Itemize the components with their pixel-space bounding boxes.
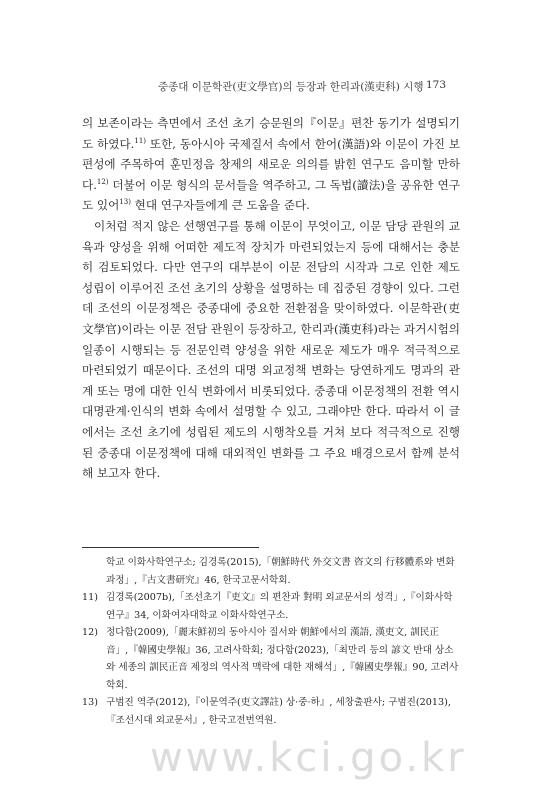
running-header xyxy=(158,79,458,94)
footnote-ref-13: 13) xyxy=(119,198,131,207)
footnote-text: 구범진 역주(2012),『이문역주(吏文譯註) 상·중·하』, 세창출판사; 구범진(2013),『조선시대 외교문서』, 한국고전번역원. xyxy=(106,697,451,726)
paragraph-1-text-3: 더불어 이문 형식의 문서들을 역주하고, 그 독법(讀法)을 공유한 연구도 있어 xyxy=(82,177,460,213)
footnote-13 xyxy=(82,694,460,729)
footnote-12 xyxy=(82,624,460,694)
paragraph-1-text-1: 의 보존이라는 측면에서 조선 초기 승문원의『이문』편찬 동기가 설명되기도 하였다. xyxy=(82,116,460,151)
running-title: 중종대 이문학관(吏文學官)의 등장과 한리과(漢吏科) 시행 xyxy=(158,81,424,93)
paragraph-1-text-4: 현대 연구자들에게 큰 도움을 준다. xyxy=(130,198,310,213)
footnote-number: 13) xyxy=(82,697,98,708)
footnote-ref-11: 11) xyxy=(134,136,147,145)
footnote-text: 정다함(2009),「麗末鮮初의 동아시아 질서와 朝鮮에서의 漢語, 漢吏文, 訓民正音」,『韓國史學報』36, 고려사학회; 정다함(2023),「최만리 등의 諺文 반대 상소와 세종의 訓民正音 제정의 역사적 맥락에 대한 재해석」,『韓國史學報』90, 고려사학회. xyxy=(106,627,459,691)
footnote-divider xyxy=(82,547,259,548)
footnote-number: 11) xyxy=(82,592,98,603)
footnote-continued xyxy=(82,554,460,589)
watermark: www.kci.go.kr xyxy=(150,735,467,781)
footnote-ref-12: 12) xyxy=(96,177,109,186)
paragraph-2: 이처럼 적지 않은 선행연구를 통해 이문이 무엇이고, 이문 담당 관원의 교육과 양성을 위해 어떠한 제도적 장치가 마련되었는지 등에 대해서는 충분히 검토되었다. 다만 연구의 대부분이 이문 전담의 시작과 그로 인한 제도 성립이 이루어진 조선 초기의 상황을 설명하는 데 집중된 경향이 있다. 그런데 조선의 이문정책은 중종대에 중요한 전환점을 맞이하였다. 이문학관(吏文學官)이라는 이문 전담 관원이 등장하고, 한리과(漢吏科)라는 과거시험의 일종이 시행되는 등 전문인력 양성을 위한 새로운 제도가 매우 적극적으로 마련되었기 때문이다. 조선의 대명 외교정책 변화는 당연하게도 명과의 관계 또는 명에 대한 인식 변화에서 비롯되었다. 중종대 이문정책의 전환 역시 대명관계·인식의 변화 속에서 설명할 수 있고, 그래야만 한다. 따라서 이 글에서는 조선 초기에 성립된 제도의 시행착오를 거쳐 보다 적극적으로 진행된 중종대 이문정책에 대해 대외적인 변화를 그 주요 배경으로서 함께 분석해 보고자 한다. xyxy=(82,218,460,481)
main-text xyxy=(82,113,460,484)
footnote-text: 김경록(2007b),「조선초기『吏文』의 편찬과 對明 외교문서의 성격」,『이화사학연구』34, 이화여자대학교 이화사학연구소. xyxy=(106,592,453,621)
footnote-text: 학교 이화사학연구소; 김경록(2015),「朝鮮時代 外交文書 咨文의 行移體系와 변화과정」,『古文書研究』46, 한국고문서학회. xyxy=(106,557,455,586)
footnote-number: 12) xyxy=(82,627,98,638)
paragraph-1-text-2: 또한, 동아시아 국제질서 속에서 한어(漢語)와 이문이 가진 보편성에 주목하여 훈민정음 창제의 새로운 의의를 밝힌 연구도 음미할 만하다. xyxy=(82,136,461,192)
footnotes xyxy=(82,554,460,729)
paragraph-1 xyxy=(82,113,460,216)
page-number: 173 xyxy=(426,79,447,91)
footnote-11 xyxy=(82,589,460,624)
